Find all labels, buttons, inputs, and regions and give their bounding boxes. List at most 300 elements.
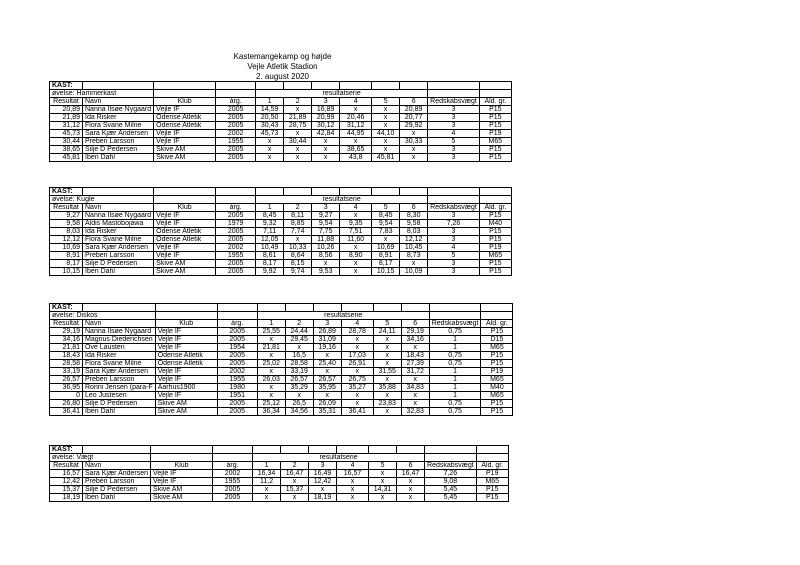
cell-aargang: 1954 — [217, 344, 257, 352]
cell-klub: Skive AM — [154, 260, 216, 268]
cell-round-4: 16,57 — [337, 470, 369, 478]
cell-round-5: x — [372, 114, 400, 122]
cell-round-2: 29,45 — [285, 336, 313, 344]
cell-round-3: 26,57 — [313, 376, 341, 384]
cell-round-6: 16,47 — [397, 470, 425, 478]
cell-round-5: 8,45 — [372, 212, 400, 220]
event-name: øvelse: Hammerkast — [50, 90, 154, 98]
cell-round-6: 30,33 — [400, 138, 428, 146]
header-aldgr: Ald. gr. — [481, 320, 513, 328]
cell-round-4: x — [340, 268, 372, 276]
cell-aldgr: P19 — [476, 470, 508, 478]
cell-navn: Preben Larsson — [83, 478, 151, 486]
cell-round-4: 36,41 — [341, 408, 373, 416]
table-row — [50, 260, 512, 268]
column-header-row — [50, 462, 509, 470]
cell-aldgr: M65 — [481, 344, 513, 352]
cell-klub: Vejle IF — [154, 130, 216, 138]
cell-resultat: 31,12 — [50, 122, 83, 130]
cell-round-3: 9,27 — [312, 212, 340, 220]
title-line-1: Kastemangekamp og højde — [233, 52, 332, 61]
cell-klub: Odense Atletik — [155, 360, 217, 368]
cell-round-6: 20,89 — [400, 106, 428, 114]
cell-aargang: 2005 — [213, 486, 253, 494]
cell-round-1: 26,03 — [257, 376, 285, 384]
cell-round-6: x — [400, 154, 428, 162]
cell-round-5: 44,10 — [372, 130, 400, 138]
cell-round-5: x — [369, 494, 397, 502]
cell-klub: Vejle IF — [154, 244, 216, 252]
cell-round-2: 28,75 — [284, 122, 312, 130]
cell-aldgr: P15 — [479, 122, 511, 130]
cell-round-4: 20,46 — [340, 114, 372, 122]
cell-klub: Odense Atletik — [154, 114, 216, 122]
cell-round-3: 8,56 — [312, 252, 340, 260]
cell-round-1: 36,34 — [257, 408, 285, 416]
cell-aargang: 2005 — [217, 352, 257, 360]
cell-round-2: x — [281, 494, 309, 502]
cell-klub: Skive AM — [154, 268, 216, 276]
cell-aldgr: P15 — [481, 360, 513, 368]
kast-label-row — [50, 304, 513, 312]
cell-aargang: 1951 — [217, 392, 257, 400]
cell-aldgr: M65 — [481, 376, 513, 384]
cell-aargang: 2005 — [216, 212, 256, 220]
cell-redskab: 3 — [428, 154, 480, 162]
cell-round-3: 12,42 — [309, 478, 337, 486]
cell-round-2: 8,64 — [284, 252, 312, 260]
cell-round-4: x — [341, 368, 373, 376]
cell-aargang: 2005 — [217, 408, 257, 416]
header-round-4: 4 — [340, 98, 372, 106]
cell-redskab: 3 — [428, 260, 480, 268]
cell-round-1: x — [256, 138, 284, 146]
cell-redskab: 0,75 — [429, 352, 481, 360]
table-row — [50, 400, 513, 408]
cell-klub: Vejle IF — [151, 470, 213, 478]
cell-redskab: 1 — [429, 376, 481, 384]
cell-round-1: x — [253, 494, 281, 502]
cell-resultat: 45,73 — [50, 130, 83, 138]
cell-round-3: 9,54 — [312, 220, 340, 228]
cell-klub: Odense Atletik — [154, 228, 216, 236]
cell-resultat: 10,69 — [50, 244, 83, 252]
table-row — [50, 212, 512, 220]
cell-klub: Vejle IF — [155, 392, 217, 400]
cell-round-5: x — [373, 376, 401, 384]
cell-round-2: x — [284, 146, 312, 154]
cell-navn: Ida Risker — [83, 228, 154, 236]
title-line-3: 2. august 2020 — [256, 72, 309, 81]
cell-round-4: x — [341, 344, 373, 352]
cell-navn: Nanna Ilsøe Nygaard — [83, 106, 154, 114]
cell-klub: Vejle IF — [155, 344, 217, 352]
header-round-2: 2 — [284, 98, 312, 106]
cell-resultat: 10,15 — [50, 268, 83, 276]
cell-aargang: 2005 — [216, 154, 256, 162]
cell-round-2: 16,47 — [281, 470, 309, 478]
cell-aargang: 2002 — [217, 368, 257, 376]
cell-resultat: 36,41 — [50, 408, 83, 416]
cell-round-6: 8,03 — [400, 228, 428, 236]
cell-navn: Silje D Pedersen — [83, 486, 151, 494]
cell-aldgr: P15 — [479, 228, 511, 236]
cell-round-3: x — [309, 486, 337, 494]
header-aargang: årg. — [217, 320, 257, 328]
cell-resultat: 21,81 — [50, 344, 83, 352]
cell-round-3: 9,53 — [312, 268, 340, 276]
table-row — [50, 494, 509, 502]
header-round-1: 1 — [257, 320, 285, 328]
cell-round-3: x — [312, 146, 340, 154]
cell-round-4: 44,95 — [340, 130, 372, 138]
cell-klub: Vejle IF — [155, 368, 217, 376]
cell-aargang: 2005 — [216, 260, 256, 268]
cell-aldgr: P15 — [479, 212, 511, 220]
cell-resultat: 28,58 — [50, 360, 83, 368]
cell-round-1: 21,81 — [257, 344, 285, 352]
cell-round-2: 16,5 — [285, 352, 313, 360]
cell-aargang: 1955 — [213, 478, 253, 486]
cell-aargang: 2005 — [216, 236, 256, 244]
cell-round-4: x — [341, 400, 373, 408]
cell-aldgr: P19 — [479, 244, 511, 252]
cell-redskab: 3 — [428, 268, 480, 276]
cell-round-2: x — [285, 392, 313, 400]
table-row — [50, 122, 512, 130]
cell-round-2: 26,57 — [285, 376, 313, 384]
cell-round-6: 31,72 — [401, 368, 429, 376]
cell-aargang: 2005 — [216, 268, 256, 276]
cell-round-4: x — [337, 478, 369, 486]
cell-round-5: x — [373, 336, 401, 344]
header-redskab: Redskabsvægt — [429, 320, 481, 328]
cell-round-5: 10,15 — [372, 268, 400, 276]
cell-round-1: 8,17 — [256, 260, 284, 268]
cell-resultat: 9,27 — [50, 212, 83, 220]
cell-round-3: 7,75 — [312, 228, 340, 236]
header-navn: Navn — [83, 320, 156, 328]
cell-resultat: 12,42 — [50, 478, 83, 486]
results-table — [49, 187, 512, 276]
cell-navn: Sara Kjær Andersen — [83, 130, 154, 138]
cell-round-5: 45,81 — [372, 154, 400, 162]
cell-round-2: 26,5 — [285, 400, 313, 408]
header-resultat: Resultat — [50, 320, 83, 328]
event-name: øvelse: Kugle — [50, 196, 154, 204]
cell-round-2: x — [281, 478, 309, 486]
cell-round-2: 35,29 — [285, 384, 313, 392]
cell-round-6: x — [397, 486, 425, 494]
header-klub: Klub — [154, 204, 216, 212]
cell-round-1: 8,45 — [256, 212, 284, 220]
cell-round-5: x — [372, 106, 400, 114]
table-row — [50, 154, 512, 162]
cell-redskab: 5 — [428, 252, 480, 260]
cell-aargang: 1979 — [216, 220, 256, 228]
cell-redskab: 3 — [428, 146, 480, 154]
cell-navn: Flora Svane Milne — [83, 360, 156, 368]
header-navn: Navn — [83, 462, 151, 470]
cell-navn: Sara Kjær Andersen — [83, 244, 154, 252]
cell-aldgr: M65 — [479, 252, 511, 260]
cell-round-4: 9,35 — [340, 220, 372, 228]
resultatserie-header: resultatserie — [257, 312, 429, 320]
cell-round-1: x — [257, 336, 285, 344]
cell-round-6: x — [401, 344, 429, 352]
cell-round-6: 34,16 — [401, 336, 429, 344]
cell-redskab: 3 — [428, 122, 480, 130]
event-row — [50, 454, 509, 462]
cell-redskab: 3 — [428, 228, 480, 236]
event-name: øvelse: Diskos — [50, 312, 156, 320]
cell-round-1: x — [257, 392, 285, 400]
cell-redskab: 0,75 — [429, 360, 481, 368]
cell-round-1: 25,55 — [257, 328, 285, 336]
cell-round-3: 18,19 — [309, 494, 337, 502]
cell-resultat: 34,16 — [50, 336, 83, 344]
header-round-4: 4 — [340, 204, 372, 212]
cell-redskab: 3 — [428, 212, 480, 220]
cell-aldgr: P15 — [479, 106, 511, 114]
cell-resultat: 38,65 — [50, 146, 83, 154]
header-round-5: 5 — [373, 320, 401, 328]
cell-aargang: 2002 — [213, 470, 253, 478]
cell-round-4: 11,60 — [340, 236, 372, 244]
cell-redskab: 7,26 — [425, 470, 477, 478]
cell-navn: Iben Dahl — [83, 268, 154, 276]
table-row — [50, 384, 513, 392]
cell-navn: Ronni Jensen (para-F — [83, 384, 156, 392]
cell-round-5: x — [373, 352, 401, 360]
cell-aldgr: M65 — [479, 138, 511, 146]
cell-navn: Preben Larsson — [83, 138, 154, 146]
cell-round-6: x — [397, 478, 425, 486]
table-row — [50, 368, 513, 376]
cell-round-2: 24,44 — [285, 328, 313, 336]
cell-round-6: x — [401, 392, 429, 400]
cell-aargang: 1955 — [216, 252, 256, 260]
cell-round-6: 8,30 — [400, 212, 428, 220]
cell-round-5: 35,88 — [373, 384, 401, 392]
cell-round-4: x — [340, 260, 372, 268]
cell-redskab: 5,45 — [425, 486, 477, 494]
cell-klub: Skive AM — [155, 400, 217, 408]
cell-resultat: 36,95 — [50, 384, 83, 392]
cell-aldgr: M40 — [481, 384, 513, 392]
column-header-row — [50, 98, 512, 106]
table-row — [50, 344, 513, 352]
cell-navn: Ida Risker — [83, 114, 154, 122]
header-resultat: Resultat — [50, 204, 83, 212]
header-redskab: Redskabsvægt — [425, 462, 477, 470]
cell-aargang: 2002 — [216, 244, 256, 252]
header-round-3: 3 — [312, 204, 340, 212]
cell-aldgr: P15 — [479, 236, 511, 244]
cell-round-5: x — [373, 408, 401, 416]
cell-klub: Vejle IF — [154, 106, 216, 114]
cell-round-3: 10,26 — [312, 244, 340, 252]
table-row — [50, 146, 512, 154]
results-table — [49, 303, 513, 416]
cell-round-4: 17,03 — [341, 352, 373, 360]
cell-aargang: 2005 — [216, 106, 256, 114]
kast-label: KAST: — [50, 446, 83, 454]
cell-resultat: 18,19 — [50, 494, 83, 502]
cell-round-4: x — [337, 486, 369, 494]
cell-aldgr: P15 — [479, 114, 511, 122]
table-row — [50, 376, 513, 384]
cell-resultat: 29,19 — [50, 328, 83, 336]
cell-navn: Magnus Diederichsen — [83, 336, 156, 344]
table-row — [50, 106, 512, 114]
cell-round-6: 9,58 — [400, 220, 428, 228]
cell-round-5: x — [372, 236, 400, 244]
cell-round-2: 9,74 — [284, 268, 312, 276]
header-round-5: 5 — [369, 462, 397, 470]
header-round-6: 6 — [397, 462, 425, 470]
cell-klub: Odense Atletik — [154, 122, 216, 130]
cell-round-2: 30,44 — [284, 138, 312, 146]
cell-round-1: 30,43 — [256, 122, 284, 130]
cell-resultat: 30,44 — [50, 138, 83, 146]
column-header-row — [50, 320, 513, 328]
cell-round-1: 20,50 — [256, 114, 284, 122]
kast-label-row — [50, 188, 512, 196]
cell-round-1: 12,05 — [256, 236, 284, 244]
cell-navn: Iben Dahl — [83, 408, 156, 416]
table-row — [50, 336, 513, 344]
cell-round-3: 30,12 — [312, 122, 340, 130]
cell-navn: Preben Larsson — [83, 252, 154, 260]
header-aldgr: Ald. gr. — [476, 462, 508, 470]
cell-aargang: 1955 — [217, 376, 257, 384]
cell-redskab: 0,75 — [429, 408, 481, 416]
header-aargang: årg. — [216, 204, 256, 212]
cell-aargang: 2005 — [216, 228, 256, 236]
cell-round-2: 28,58 — [285, 360, 313, 368]
table-row — [50, 486, 509, 494]
cell-round-2: x — [285, 344, 313, 352]
cell-round-3: 35,95 — [313, 384, 341, 392]
cell-resultat: 26,80 — [50, 400, 83, 408]
cell-round-4: 26,75 — [341, 376, 373, 384]
kast-label: KAST: — [50, 304, 83, 312]
cell-round-2: 8,85 — [284, 220, 312, 228]
cell-round-2: 8,15 — [284, 260, 312, 268]
cell-aldgr: P15 — [481, 408, 513, 416]
cell-klub: Vejle IF — [155, 336, 217, 344]
cell-aldgr: M40 — [479, 220, 511, 228]
cell-resultat: 26,57 — [50, 376, 83, 384]
header-round-6: 6 — [400, 98, 428, 106]
header-round-4: 4 — [341, 320, 373, 328]
cell-klub: Vejle IF — [155, 376, 217, 384]
cell-round-5: x — [369, 470, 397, 478]
cell-round-5: 23,83 — [373, 400, 401, 408]
cell-aldgr: P15 — [479, 146, 511, 154]
cell-aldgr: M65 — [481, 392, 513, 400]
cell-aldgr: D15 — [481, 336, 513, 344]
cell-klub: Vejle IF — [151, 478, 213, 486]
cell-navn: Flora Svane Milne — [83, 122, 154, 130]
table-row — [50, 470, 509, 478]
cell-aldgr: P15 — [479, 154, 511, 162]
resultatserie-header: resultatserie — [256, 196, 428, 204]
cell-round-2: x — [284, 154, 312, 162]
cell-round-1: 45,73 — [256, 130, 284, 138]
cell-round-4: x — [341, 392, 373, 400]
cell-round-5: x — [373, 344, 401, 352]
cell-round-6: 27,39 — [401, 360, 429, 368]
cell-aldgr: M65 — [476, 478, 508, 486]
resultatserie-header: resultatserie — [256, 90, 428, 98]
header-round-3: 3 — [309, 462, 337, 470]
header-aldgr: Ald. gr. — [479, 98, 511, 106]
cell-klub: Vejle IF — [154, 212, 216, 220]
cell-redskab: 3 — [428, 106, 480, 114]
cell-klub: Vejle IF — [155, 328, 217, 336]
cell-round-4: 43,8 — [340, 154, 372, 162]
kast-label-row — [50, 446, 509, 454]
header-klub: Klub — [151, 462, 213, 470]
cell-navn: Leo Justesen — [83, 392, 156, 400]
cell-aldgr: P15 — [479, 260, 511, 268]
header-navn: Navn — [83, 204, 154, 212]
header-round-5: 5 — [372, 204, 400, 212]
header-round-6: 6 — [400, 204, 428, 212]
header-resultat: Resultat — [50, 462, 83, 470]
cell-round-1: x — [256, 146, 284, 154]
cell-navn: Aldis Mastobojawa — [83, 220, 154, 228]
cell-round-6: 10,45 — [400, 244, 428, 252]
table-row — [50, 130, 512, 138]
header-round-1: 1 — [253, 462, 281, 470]
cell-klub: Vejle IF — [154, 220, 216, 228]
cell-navn: Iben Dahl — [83, 494, 151, 502]
cell-navn: Silje D Pedersen — [83, 400, 156, 408]
cell-round-4: 35,27 — [341, 384, 373, 392]
cell-klub: Vejle IF — [154, 138, 216, 146]
header-round-4: 4 — [337, 462, 369, 470]
cell-round-2: 21,89 — [284, 114, 312, 122]
cell-redskab: 0,75 — [429, 328, 481, 336]
cell-navn: Sara Kjær Andersen — [83, 368, 156, 376]
cell-resultat: 18,43 — [50, 352, 83, 360]
cell-round-6: 12,12 — [400, 236, 428, 244]
cell-aargang: 2005 — [217, 328, 257, 336]
cell-klub: Aarhus1900 — [155, 384, 217, 392]
cell-redskab: 4 — [428, 130, 480, 138]
cell-round-1: x — [257, 352, 285, 360]
column-header-row — [50, 204, 512, 212]
cell-round-6: 18,43 — [401, 352, 429, 360]
cell-round-5: x — [373, 360, 401, 368]
cell-navn: Ida Risker — [83, 352, 156, 360]
header-aargang: årg. — [213, 462, 253, 470]
cell-round-6: 29,19 — [401, 328, 429, 336]
header-round-3: 3 — [312, 98, 340, 106]
cell-round-4: 28,78 — [341, 328, 373, 336]
cell-navn: Silje D Pedersen — [83, 146, 154, 154]
cell-round-5: 8,91 — [372, 252, 400, 260]
cell-resultat: 8,91 — [50, 252, 83, 260]
cell-round-3: 19,16 — [313, 344, 341, 352]
cell-round-4: x — [340, 138, 372, 146]
cell-round-1: x — [253, 486, 281, 494]
cell-round-6: x — [401, 400, 429, 408]
title-line-2: Vejle Atletik Stadion — [247, 62, 318, 71]
